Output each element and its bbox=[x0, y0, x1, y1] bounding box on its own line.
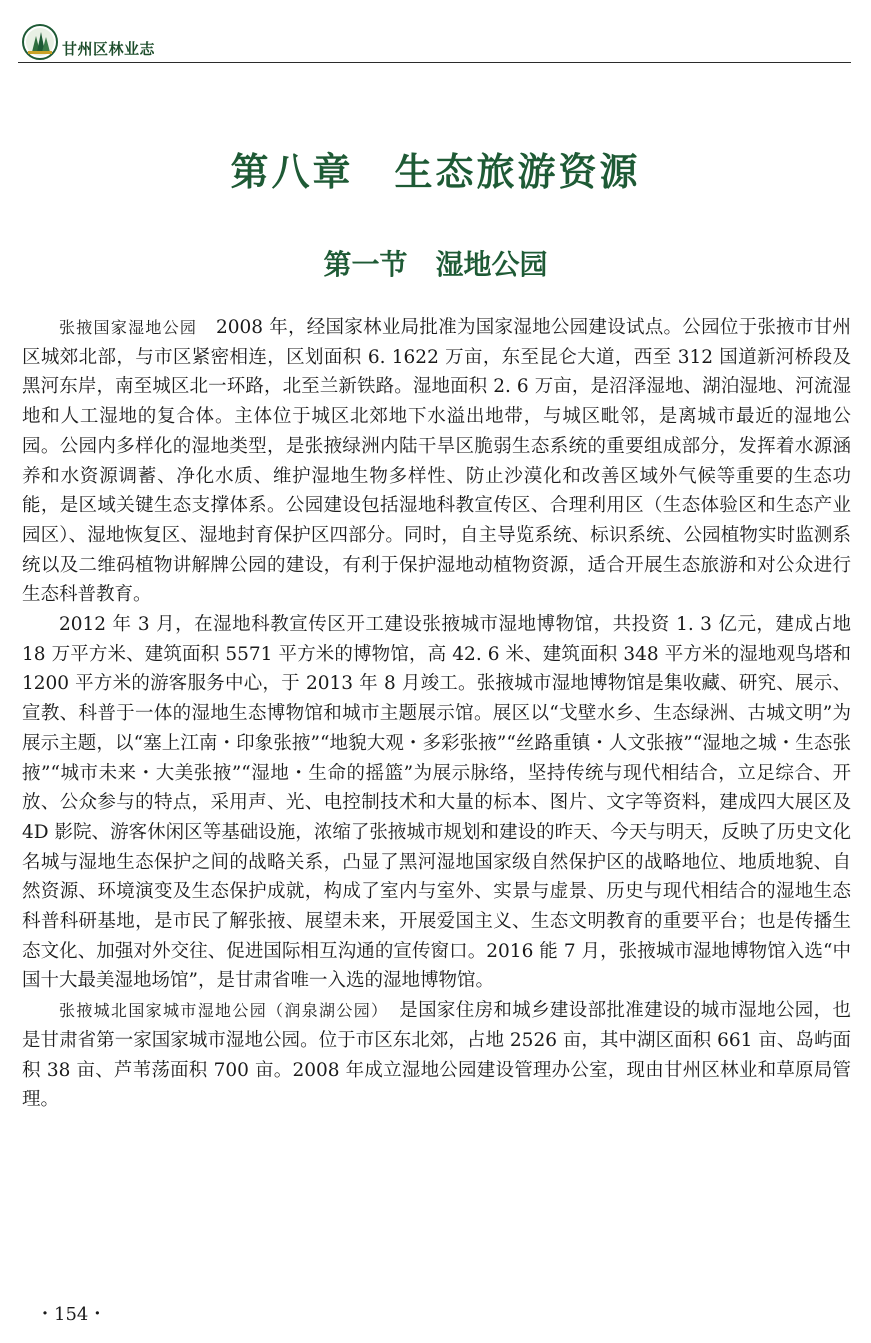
book-title: 甘州区林业志 bbox=[62, 40, 156, 58]
header-divider bbox=[18, 62, 851, 63]
paragraph-text: 2008 年，经国家林业局批准为国家湿地公园建设试点。公园位于张掖市甘州区城郊北部，与市区紧密相连，区划面积 6. 1622 万亩，东至昆仑大道，西至 312 国道新河桥段及黑河东岸，南至城区北一环路，北至兰新铁路。湿地面积 2. 6 万亩，是沼泽湿地、湖泊湿地、河流湿地和人工湿地的复合体。主体位于城区北郊地下水溢出地带，与城区毗邻，是离城市最近的湿地公园。公园内多样化的湿地类型，是张掖绿洲内陆干旱区脆弱生态系统的重要组成部分，发挥着水源涵养和水资源调蓄、净化水质、维护湿地生物多样性、防止沙漠化和改善区域外气候等重要的生态功能，是区域关键生态支撑体系。公园建设包括湿地科教宣传区、合理利用区（生态体验区和生态产业园区）、湿地恢复区、湿地封育保护区四部分。同时，自主导览系统、标识系统、公园植物实时监测系统以及二维码植物讲解牌公园的建设，有利于保护湿地动植物资源，适合开展生态旅游和对公众进行生态科普教育。 bbox=[22, 317, 851, 606]
paragraph-subhead: 张掖国家湿地公园 bbox=[59, 318, 198, 337]
paragraph bbox=[22, 996, 851, 1115]
paragraph-text: 2012 年 3 月，在湿地科教宣传区开工建设张掖城市湿地博物馆，共投资 1. 3 亿元，建成占地 18 万平方米、建筑面积 5571 平方米的博物馆，高 42. 6 米、建筑面积 348 平方米的湿地观鸟塔和 1200 平方米的游客服务中心，于 2013 年 8 月竣工。张掖城市湿地博物馆是集收藏、研究、展示、宣教、科普于一体的湿地生态博物馆和城市主题展示馆。展区以“戈壁水乡、生态绿洲、古城文明”为展示主题，以“塞上江南・印象张掖”“地貌大观・多彩张掖”“丝路重镇・人文张掖”“湿地之城・生态张掖”“城市未来・大美张掖”“湿地・生命的摇篮”为展示脉络，坚持传统与现代相结合，立足综合、开放、公众参与的特点，采用声、光、电控制技术和大量的标本、图片、文字等资料，建成四大展区及 4D 影院、游客休闲区等基础设施，浓缩了张掖城市规划和建设的昨天、今天与明天，反映了历史文化名城与湿地生态保护之间的战略关系，凸显了黑河湿地国家级自然保护区的战略地位、地质地貌、自然资源、环境演变及生态保护成就，构成了室内与室外、实景与虚景、历史与现代相结合的湿地生态科普科研基地，是市民了解张掖、展望未来，开展爱国主义、生态文明教育的重要平台；也是传播生态文化、加强对外交往、促进国际相互沟通的宣传窗口。2016 能 7 月，张掖城市湿地博物馆入选“中国十大最美湿地场馆”，是甘肃省唯一入选的湿地博物馆。 bbox=[22, 614, 851, 992]
forest-tree-icon bbox=[22, 24, 58, 60]
body-text bbox=[22, 313, 851, 1115]
paragraph-subhead: 张掖城北国家城市湿地公园（润泉湖公园） bbox=[59, 1001, 381, 1021]
section-title: 第一节 湿地公园 bbox=[323, 248, 548, 281]
page-header bbox=[18, 24, 851, 62]
page-number: ・154・ bbox=[36, 1304, 107, 1325]
paragraph-text: 是国家住房和城乡建设部批准建设的城市湿地公园，也是甘肃省第一家国家城市湿地公园。位于市区东北郊，占地 2526 亩，其中湖区面积 661 亩、岛屿面积 38 亩、芦苇荡面积 700 亩。2008 年成立湿地公园建设管理办公室，现由甘州区林业和草原局管理。 bbox=[22, 1000, 851, 1111]
paragraph bbox=[22, 610, 851, 996]
paragraph bbox=[22, 313, 851, 610]
chapter-title: 第八章 生态旅游资源 bbox=[230, 150, 641, 194]
